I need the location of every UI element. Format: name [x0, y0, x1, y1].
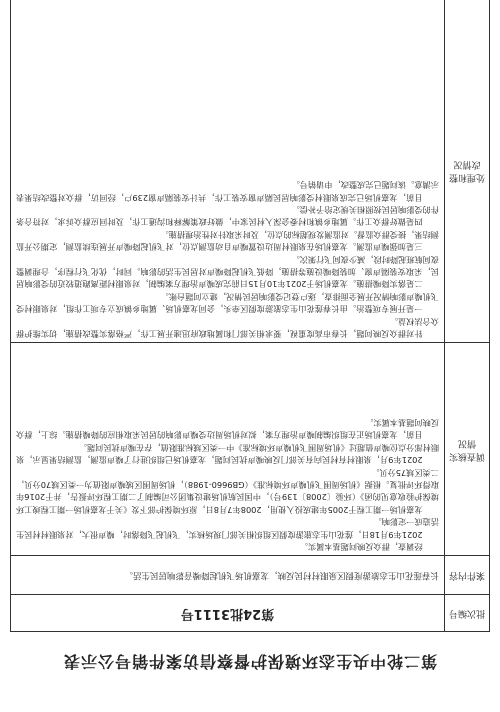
check-paragraph: 龙嘉机场一期工程于2005年建成投入使用，2008年7月8日，原环境保护部下发《关于龙嘉机场一期工程竣工环境保护验收意见的函》（环验〔2008〕139号），中国民航机场建设集团公司编制了二期工程环评报告，并于2016年取得环评批复。根据《机场周围飞机噪声环境标准》（GB9660-1988），机场周围区域噪声限值为一类区域70分贝，二类区域75分贝。 — [16, 467, 439, 515]
batch-label: 批次编号 — [445, 595, 490, 632]
check-paragraph: 2021年9月18日，莲花山生态旅游度假区组织相关部门现场核实，飞机起飞降落时，噪声很大，对泉眼村村民生活造成一定影响。 — [16, 517, 439, 540]
batch-number: 第24批3111号 — [11, 595, 445, 632]
check-findings — [11, 343, 445, 556]
page-title: 第二轮中央生态环境保护督察信访案件销号公示表 — [63, 652, 438, 671]
handle-paragraph: 目前，龙嘉机场已完成泉眼村受影响居民隔声窗安装工作，共计安装隔声窗239户，经回访，群众对整改结果表示满意。该问题已完成整改，申请销号。 — [16, 180, 439, 203]
check-paragraph: 经调查，群众反映问题基本属实。 — [299, 542, 423, 552]
handle-row — [11, 0, 490, 343]
check-row — [11, 343, 490, 556]
check-label: 调查核实情况 — [445, 343, 490, 556]
handle-paragraph: 四是做好群众工作。属地乡镇和村委会深入村民家中，做好政策解释和沟通工作，及时回应群众诉求，对符合条件的受影响居民按照相关规定给予补偿。 — [16, 204, 439, 228]
handle-paragraph: 针对群众反映问题，长春市高度重视，要求相关部门和属地政府迅速开展工作，严格落实整改措施，切实维护群众合法权益。 — [16, 316, 439, 339]
case-content: 长春莲花山生态旅游度假区泉眼村村民反映，龙嘉机场飞机起降噪音影响居民生活。 — [11, 556, 445, 595]
handling-measures — [11, 0, 445, 343]
content-label: 案件内容 — [445, 556, 490, 595]
handle-paragraph: 三是加强噪声监测。龙嘉机场在泉眼村周边设置噪声自动监测点位，对飞机起降噪声开展连续监测，定期公开监测结果，接受群众监督。对监测发现超标的点位，及时采取针对性治理措施。 — [16, 229, 439, 253]
batch-row — [11, 595, 490, 632]
handle-label: 处理和整改情况 — [445, 0, 490, 343]
content-row — [11, 556, 490, 595]
handle-paragraph: 一是开展专项整治。由长春莲花山生态旅游度假区牵头，会同龙嘉机场、属地乡镇成立专项工作组，对泉眼村受飞机噪声影响情况开展全面排查，逐户登记受影响居民情况，建立问题台账。 — [16, 291, 439, 315]
check-paragraph: 目前，龙嘉机场正在组织编制噪声治理方案，拟对机场周边受噪声影响的居民采取相应的降噪措施。综上，群众反映问题基本属实。 — [16, 417, 439, 441]
handle-paragraph: 二是落实降噪措施。龙嘉机场于2021年10月15日前完成噪声治理方案编制，对泉眼村距离跑道较近的受影响居民，采取安装隔声窗、加装降噪设施等措施，降低飞机起降噪声对居民生活的影响。同时，优化飞行程序，合理调整夜间航班起降时段，减少夜间飞行架次。 — [16, 254, 439, 290]
case-table — [10, 0, 490, 632]
check-paragraph: 2021年9月，泉眼村有村民向有关部门反映噪声扰民问题，龙嘉机场已组织进行了噪声监测，监测结果显示，泉眼村部分点位噪声值超过《机场周围飞机噪声环境标准》中一类区域标准限值，存在噪声扰民问题。 — [16, 442, 439, 466]
